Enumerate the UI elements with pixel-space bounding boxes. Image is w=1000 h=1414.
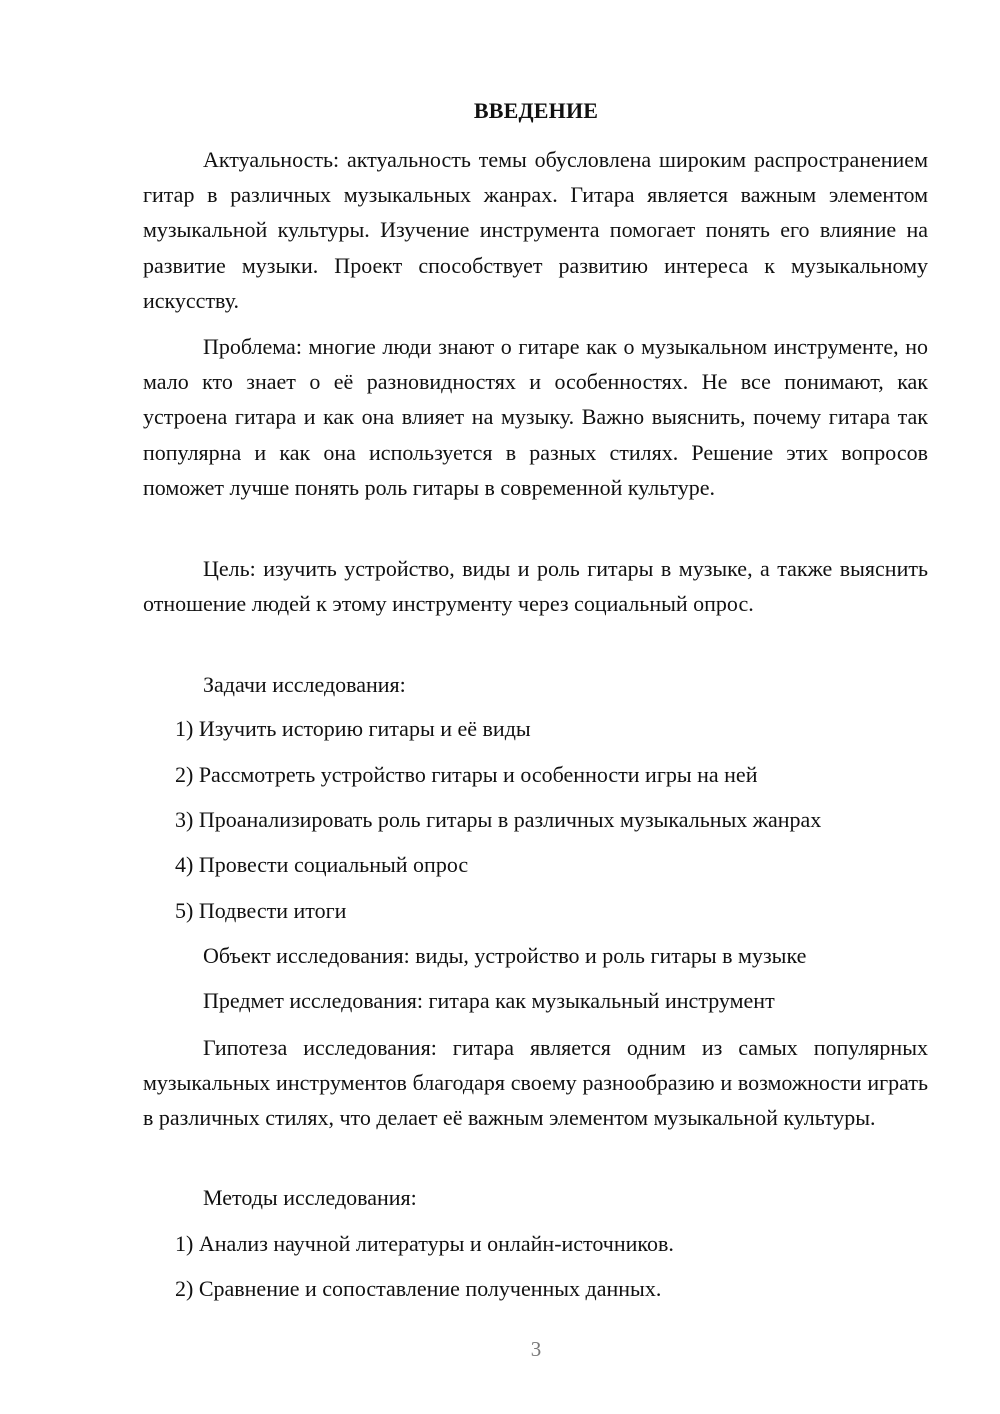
- task-item: 2) Рассмотреть устройство гитары и особенности игры на ней: [175, 762, 758, 787]
- page-number: 3: [530, 1337, 542, 1361]
- task-item-5-block: [143, 896, 928, 926]
- tasks-heading: Задачи исследования:: [203, 672, 406, 697]
- hypothesis-paragraph: Гипотеза исследования: гитара является одним из самых популярных музыкальных инструментов благодаря своему разнообразию и возможности играть в различных стилях, что делает её важным элементом музыкальной культуры.: [143, 1035, 928, 1131]
- research-subject: Предмет исследования: гитара как музыкальный инструмент: [203, 988, 775, 1013]
- method-item-1-block: [143, 1229, 928, 1259]
- relevance-paragraph-block: [143, 142, 928, 318]
- task-item-4-block: [143, 850, 928, 880]
- task-item: 4) Провести социальный опрос: [175, 852, 469, 877]
- task-item: 3) Проанализировать роль гитары в различных музыкальных жанрах: [175, 807, 822, 832]
- problem-paragraph: Проблема: многие люди знают о гитаре как о музыкальном инструменте, но мало кто знает о её разновидностях и особенностях. Не все понимают, как устроена гитара и как она влияет на музыку. Важно выяснить, почему гитара так популярна и как она используется в разных стилях. Решение этих вопросов поможет лучше понять роль гитары в современной культуре.: [143, 334, 928, 500]
- relevance-paragraph: Актуальность: актуальность темы обусловлена широким распространением гитар в различных музыкальных жанрах. Гитара является важным элементом музыкальной культуры. Изучение инструмента помогает понять его влияние на развитие музыки. Проект способствует развитию интереса к музыкальному искусству.: [143, 147, 928, 313]
- page-title: ВВЕДЕНИЕ: [473, 98, 599, 123]
- method-item: 2) Сравнение и сопоставление полученных данных.: [175, 1276, 662, 1301]
- research-object-block: [143, 941, 928, 971]
- task-item: 5) Подвести итоги: [175, 898, 347, 923]
- method-item: 1) Анализ научной литературы и онлайн-источников.: [175, 1231, 674, 1256]
- task-item: 1) Изучить историю гитары и её виды: [175, 716, 531, 741]
- goal-paragraph-block: [143, 551, 928, 621]
- task-item-1-block: [143, 714, 928, 744]
- goal-paragraph: Цель: изучить устройство, виды и роль гитары в музыке, а также выяснить отношение людей к этому инструменту через социальный опрос.: [143, 556, 928, 617]
- methods-heading-block: [143, 1183, 928, 1213]
- tasks-heading-block: [143, 670, 928, 700]
- research-subject-block: [143, 986, 928, 1016]
- problem-paragraph-block: [143, 329, 928, 505]
- research-object: Объект исследования: виды, устройство и роль гитары в музыке: [203, 943, 807, 968]
- hypothesis-paragraph-block: [143, 1030, 928, 1136]
- methods-heading: Методы исследования:: [203, 1185, 417, 1210]
- method-item-2-block: [143, 1274, 928, 1304]
- task-item-3-block: [143, 805, 928, 835]
- task-item-2-block: [143, 760, 928, 790]
